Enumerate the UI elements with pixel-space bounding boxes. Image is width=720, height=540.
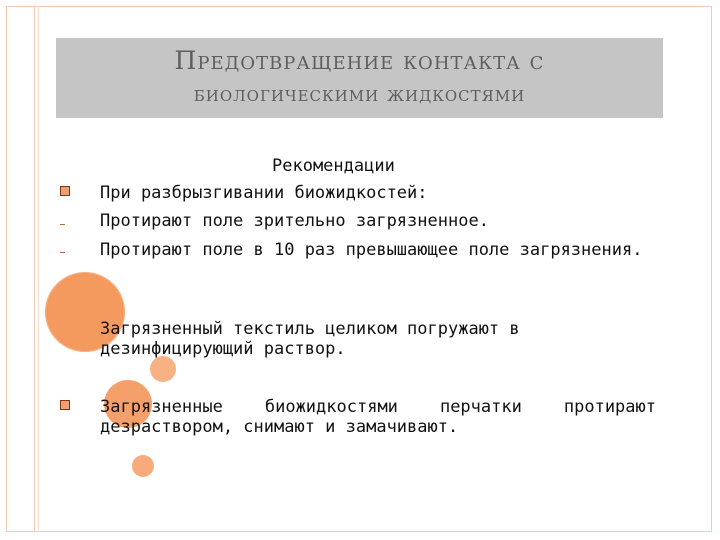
title-band [56,38,663,118]
slide-title-line-2: биологическими жидкостями [193,82,526,107]
list-item: Загрязненные биожидкостями перчатки протирают дезраствором, снимают и замачивают. [100,397,656,437]
square-bullet-icon [60,400,70,410]
square-bullet-icon [60,186,70,196]
decorative-circle [132,455,154,477]
dash-bullet-icon [60,224,65,225]
list-item: Протирают поле в 10 раз превышающее поле загрязнения. [100,240,643,260]
list-item: При разбрызгивании биожидкостей: [100,183,428,203]
slide-title-line-1: Предотвращение контакта с [174,46,545,75]
decorative-circle [150,356,176,382]
margin-line [34,6,35,532]
margin-line [38,6,39,532]
list-item: Протирают поле зрительно загрязненное. [100,211,489,231]
list-item: Загрязненный текстиль целиком погружают в дезинфицирующий раствор. [100,319,520,359]
recommendations-heading: Рекомендации [272,156,395,176]
dash-bullet-icon [60,252,65,253]
